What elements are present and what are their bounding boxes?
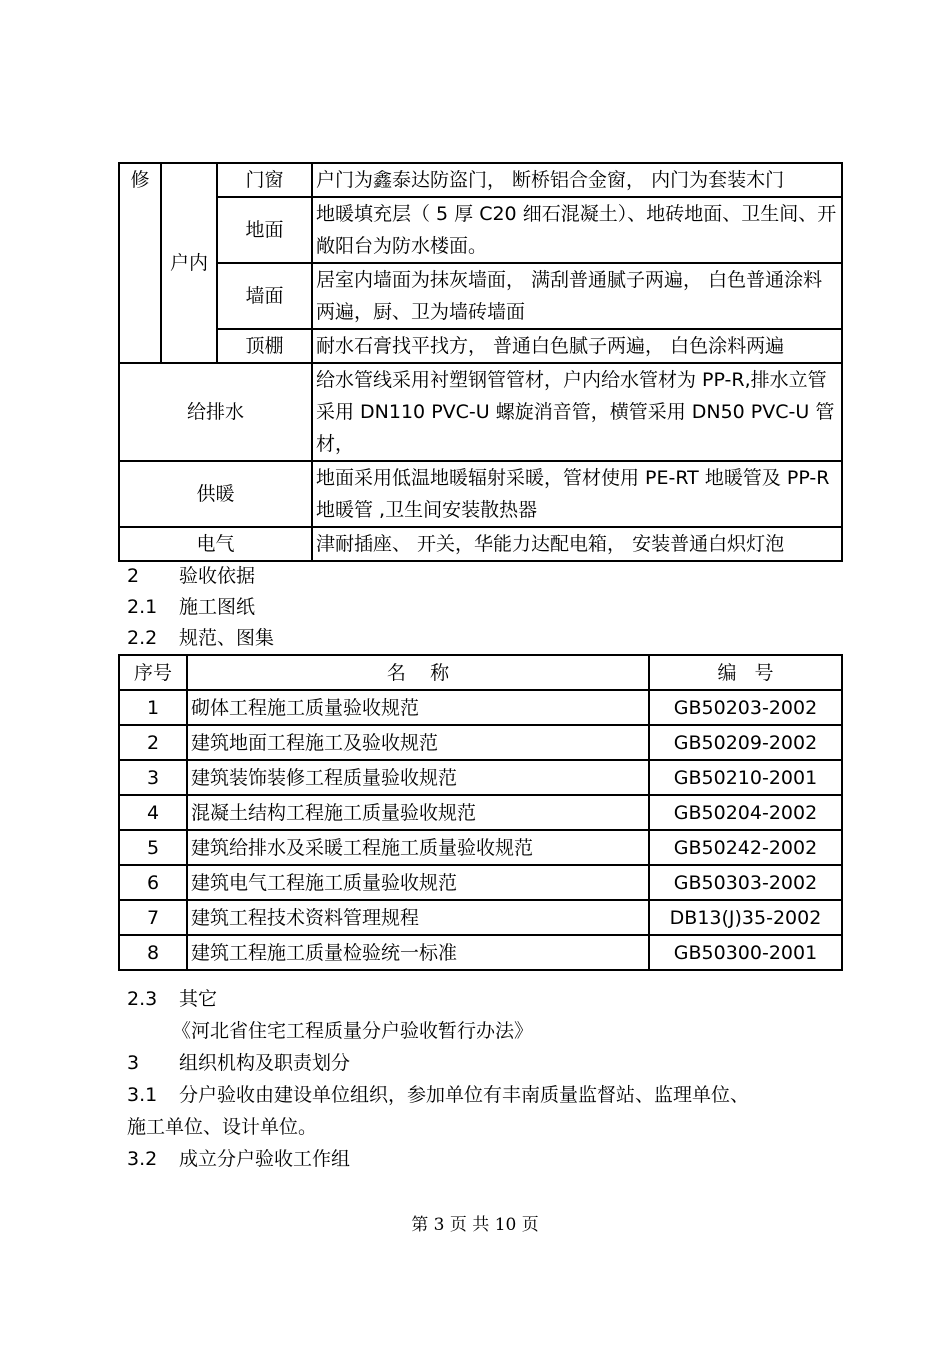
row-code: GB50242-2002 (649, 830, 842, 865)
utility-desc-cell: 地面采用低温地暖辐射采暖，管材使用 PE-RT 地暖管及 PP-R 地暖管 ,卫生间安装散热器 (312, 461, 842, 527)
section-3-1-continuation: 施工单位、设计单位。 (127, 1116, 318, 1138)
row-name: 建筑装饰装修工程质量验收规范 (187, 760, 649, 795)
desc-cell: 耐水石膏找平找方， 普通白色腻子两遍， 白色涂料两遍 (312, 329, 842, 363)
section-heading-2-3: 2.3 其它 (127, 988, 218, 1010)
utility-item-cell: 给排水 (119, 363, 312, 461)
table-row (119, 795, 842, 830)
utility-desc-cell: 给水管线采用衬塑钢管管材，户内给水管材为 PP-R,排水立管采用 DN110 PVC-U 螺旋消音管，横管采用 DN50 PVC-U 管材， (312, 363, 842, 461)
utility-item-cell: 电气 (119, 527, 312, 561)
row-no: 1 (119, 690, 187, 725)
section-heading-3: 3 组织机构及职责划分 (127, 1052, 351, 1074)
desc-cell: 户门为鑫泰达防盗门， 断桥铝合金窗， 内门为套装木门 (312, 163, 842, 197)
table-row (119, 163, 842, 197)
row-name: 建筑给排水及采暖工程施工质量验收规范 (187, 830, 649, 865)
desc-cell: 地暖填充层（ 5 厚 C20 细石混凝土）、地砖地面、卫生间、开敞阳台为防水楼面。 (312, 197, 842, 263)
desc-cell: 居室内墙面为抹灰墙面， 满刮普通腻子两遍， 白色普通涂料两遍，厨、卫为墙砖墙面 (312, 263, 842, 329)
utility-item-cell: 供暖 (119, 461, 312, 527)
page-footer: 第 3 页 共 10 页 (411, 1215, 539, 1235)
row-code: GB50203-2002 (649, 690, 842, 725)
row-name: 混凝土结构工程施工质量验收规范 (187, 795, 649, 830)
table-row (119, 461, 842, 527)
row-no: 4 (119, 795, 187, 830)
row-name: 建筑工程技术资料管理规程 (187, 900, 649, 935)
table-row (119, 865, 842, 900)
section-label-cell (119, 163, 161, 363)
table-header-row (119, 655, 842, 690)
standards-table (118, 654, 843, 971)
item-cell: 墙面 (217, 263, 312, 329)
header-name: 名 称 (187, 655, 649, 690)
row-no: 2 (119, 725, 187, 760)
row-name: 建筑工程施工质量检验统一标准 (187, 935, 649, 970)
table-row (119, 329, 842, 363)
section-heading-2: 2 验收依据 (127, 565, 256, 587)
row-no: 3 (119, 760, 187, 795)
table-row (119, 900, 842, 935)
group-label: 户内 (169, 252, 208, 274)
table-row (119, 363, 842, 461)
item-cell: 顶棚 (217, 329, 312, 363)
section-heading-2-2: 2.2 规范、图集 (127, 627, 275, 649)
row-no: 8 (119, 935, 187, 970)
row-no: 6 (119, 865, 187, 900)
section-label: 修 (130, 169, 150, 191)
item-cell: 地面 (217, 197, 312, 263)
row-no: 7 (119, 900, 187, 935)
row-name: 建筑地面工程施工及验收规范 (187, 725, 649, 760)
finishing-table (118, 162, 843, 562)
table-row (119, 197, 842, 263)
section-heading-3-1: 3.1 分户验收由建设单位组织，参加单位有丰南质量监督站、监理单位、 (127, 1084, 750, 1106)
table-row (119, 263, 842, 329)
utility-desc-cell: 津耐插座、 开关，华能力达配电箱， 安装普通白炽灯泡 (312, 527, 842, 561)
row-code: GB50204-2002 (649, 795, 842, 830)
table-row (119, 935, 842, 970)
reference-title: 《河北省住宅工程质量分户验收暂行办法》 (172, 1020, 534, 1042)
row-name: 建筑电气工程施工质量验收规范 (187, 865, 649, 900)
item-cell: 门窗 (217, 163, 312, 197)
row-code: GB50209-2002 (649, 725, 842, 760)
header-no: 序号 (119, 655, 187, 690)
row-code: DB13(J)35-2002 (649, 900, 842, 935)
row-code: GB50210-2001 (649, 760, 842, 795)
table-row (119, 527, 842, 561)
section-heading-2-1: 2.1 施工图纸 (127, 596, 256, 618)
row-code: GB50303-2002 (649, 865, 842, 900)
table-row (119, 760, 842, 795)
header-code: 编 号 (649, 655, 842, 690)
table-row (119, 725, 842, 760)
group-label-cell (161, 163, 217, 363)
table-row (119, 830, 842, 865)
row-code: GB50300-2001 (649, 935, 842, 970)
row-name: 砌体工程施工质量验收规范 (187, 690, 649, 725)
row-no: 5 (119, 830, 187, 865)
section-heading-3-2: 3.2 成立分户验收工作组 (127, 1148, 351, 1170)
table-row (119, 690, 842, 725)
